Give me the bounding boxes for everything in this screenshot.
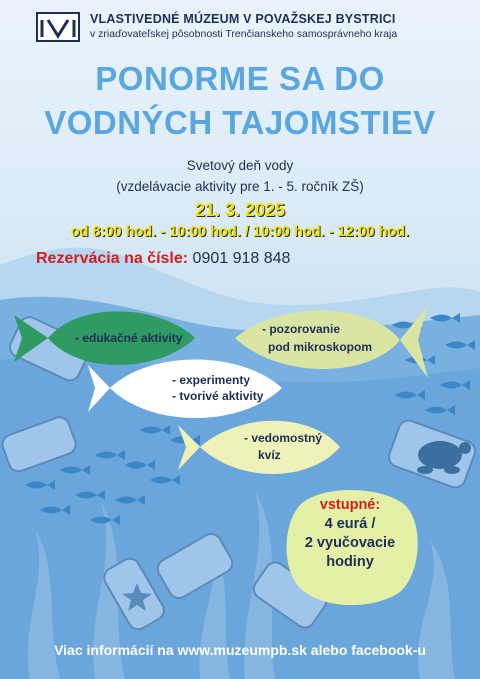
reservation	[36, 250, 290, 268]
subtitle-line-1: Svetový deň vody	[186, 158, 294, 173]
activity-2-line-2: pod mikroskopom	[268, 340, 373, 354]
reservation-label: Rezervácia na čísle:	[36, 250, 189, 267]
activity-3-line-1: - experimenty	[172, 373, 251, 387]
org-name: VLASTIVEDNÉ MÚZEUM V POVAŽSKEJ BYSTRICI	[90, 12, 396, 26]
title-line-1: PONORME SA DO	[95, 60, 385, 97]
event-time: od 8:00 hod. - 10:00 hod. / 10:00 hod. - 12:00 hod.	[70, 224, 410, 240]
entry-fee	[288, 496, 412, 596]
fee-line-1: vstupné:	[319, 497, 381, 513]
title-line-2: VODNÝCH TAJOMSTIEV	[44, 104, 436, 141]
subtitle-line-2: (vzdelávacie aktivity pre 1. - 5. ročník ZŠ)	[116, 179, 364, 194]
museum-logo-icon	[36, 12, 80, 42]
header	[36, 10, 456, 46]
fee-line-3: 2 vyučovacie	[304, 535, 396, 551]
fee-line-4: hodiny	[326, 554, 374, 570]
activity-2-line-1: - pozorovanie	[262, 322, 341, 336]
event-date: 21. 3. 2025	[194, 200, 286, 220]
fee-line-2: 4 eurá /	[324, 516, 376, 532]
footer-info[interactable]: Viac informácií na www.muzeumpb.sk alebo facebook-u	[54, 642, 426, 658]
activity-3-line-2: - tvorivé aktivity	[172, 389, 264, 403]
activity-1: - edukačné aktivity	[75, 331, 183, 345]
activity-4-line-2: kvíz	[258, 448, 281, 462]
reservation-phone[interactable]: 0901 918 848	[192, 250, 291, 267]
org-subtitle: v zriaďovateľskej pôsobnosti Trenčianskeho samosprávneho kraja	[90, 28, 398, 40]
activity-4-line-1: - vedomostný	[244, 431, 323, 445]
